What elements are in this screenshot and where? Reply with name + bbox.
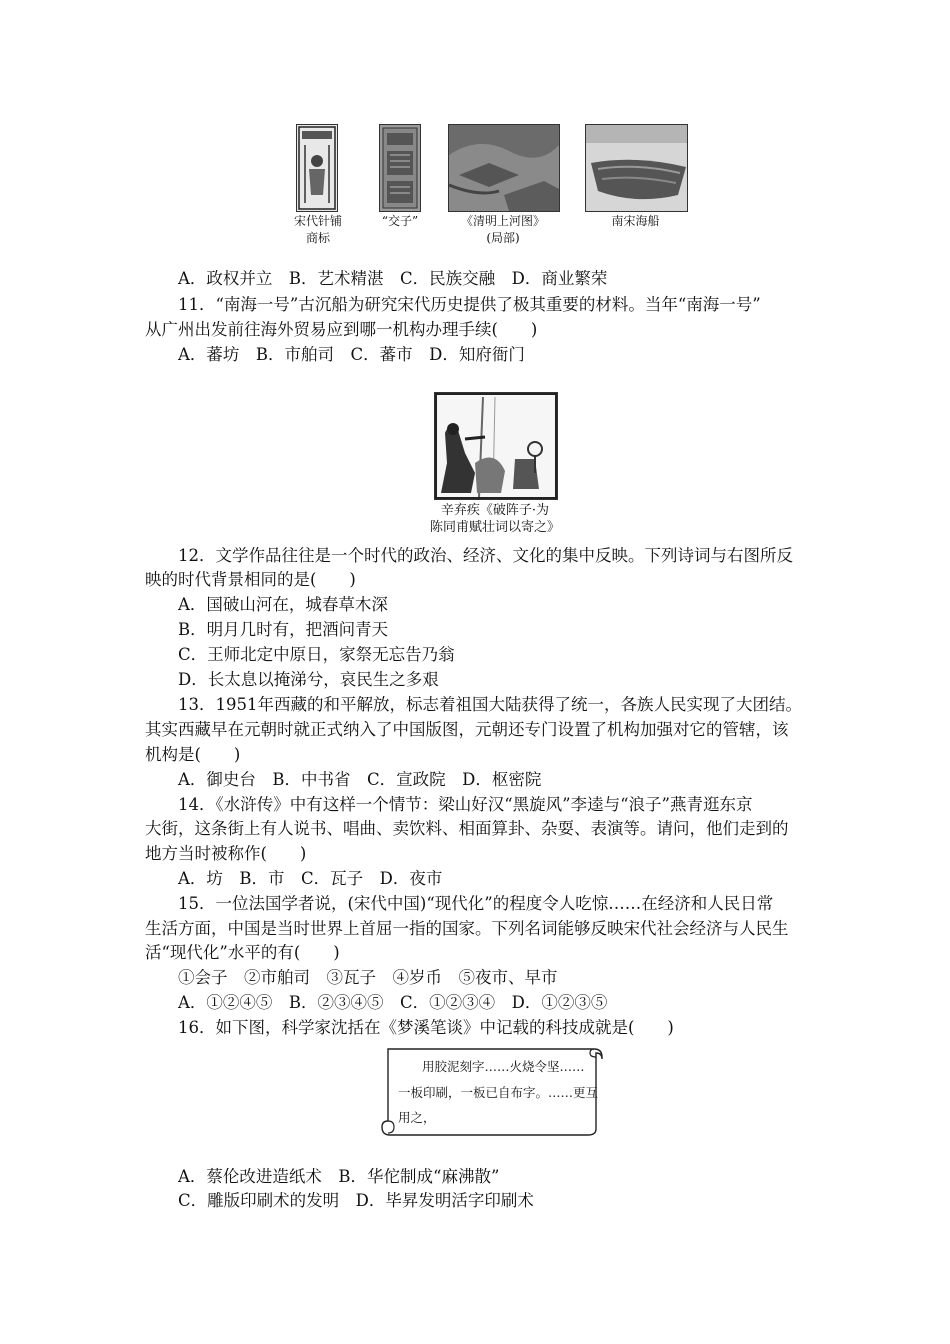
- caption-qingming-2: (局部): [486, 231, 520, 245]
- painting-illustration: [449, 125, 559, 211]
- scroll-text-line-1: 用胶泥刻字……火烧令坚……: [422, 1059, 585, 1074]
- needle-shop-trademark-image: [296, 124, 338, 212]
- q12-stem-line-2: 映的时代背景相同的是( ): [145, 570, 356, 589]
- scroll-text-line-2: 一板印刷，一板已自布字。……更互: [398, 1085, 599, 1100]
- q12-option-b: B．明月几时有，把酒问青天: [178, 620, 389, 639]
- q15-stem-line-3: 活“现代化”水平的有( ): [145, 943, 340, 962]
- q13-stem-line-3: 机构是( ): [145, 745, 241, 764]
- q16-stem: 16．如下图，科学家沈括在《梦溪笔谈》中记载的科技成就是( ): [178, 1018, 674, 1037]
- q14-options: A．坊 B．市 C．瓦子 D．夜市: [178, 869, 443, 888]
- caption-xin-qiji-1: 辛弃疾《破阵子·为: [440, 503, 550, 518]
- q12-option-a: A．国破山河在，城春草木深: [178, 595, 388, 614]
- q15-stem-line-1: 15．一位法国学者说，(宋代中国)“现代化”的程度令人吃惊……在经济和人民日常: [178, 894, 774, 913]
- warrior-illustration: [435, 393, 557, 499]
- q16-option-cd: C．雕版印刷术的发明 D．毕昇发明活字印刷术: [178, 1191, 534, 1210]
- caption-needle-shop-2: 商标: [305, 231, 330, 245]
- q13-options: A．御史台 B．中书省 C．宣政院 D．枢密院: [178, 770, 542, 789]
- qingming-painting-image: [448, 124, 560, 212]
- scroll-text-line-3: 用之，: [398, 1110, 436, 1125]
- q12-option-d: D．长太息以掩涕兮，哀民生之多艰: [178, 670, 439, 689]
- q16-option-ab: A．蔡伦改进造纸术 B．华佗制成“麻沸散”: [178, 1167, 500, 1186]
- caption-xin-qiji-2: 陈同甫赋壮词以寄之》: [429, 520, 560, 535]
- caption-jiaozi: “交子”: [381, 214, 419, 228]
- trademark-illustration: [297, 125, 337, 211]
- q11-stem-line-1: 11．“南海一号”古沉船为研究宋代历史提供了极其重要的材料。当年“南海一号”: [178, 295, 761, 314]
- ship-illustration: [586, 125, 687, 211]
- q14-stem-line-3: 地方当时被称作( ): [145, 844, 307, 863]
- q13-stem-line-2: 其实西藏早在元朝时就正式纳入了中国版图，元朝还专门设置了机构加强对它的管辖，该: [145, 720, 789, 739]
- q13-stem-line-1: 13．1951年西藏的和平解放，标志着祖国大陆获得了统一，各族人民实现了大团结。: [178, 695, 802, 714]
- q15-items: ①会子 ②市舶司 ③瓦子 ④岁币 ⑤夜市、早市: [178, 968, 558, 987]
- q12-option-c: C．王师北定中原日，家祭无忘告乃翁: [178, 645, 455, 664]
- jiaozi-banknote-image: [379, 124, 421, 212]
- mengxi-bitan-scroll: [380, 1043, 604, 1137]
- q15-options: A．①②④⑤ B．②③④⑤ C．①②③④ D．①②③⑤: [178, 993, 608, 1012]
- caption-qingming-1: 《清明上河图》: [460, 214, 545, 228]
- southern-song-ship-image: [585, 124, 688, 212]
- q12-stem-line-1: 12．文学作品往往是一个时代的政治、经济、文化的集中反映。下列诗词与右图所反: [178, 546, 793, 565]
- jiaozi-illustration: [380, 125, 420, 211]
- q14-stem-line-1: 14．《水浒传》中有这样一个情节：梁山好汉“黑旋风”李逵与“浪子”燕青逛东京: [178, 795, 753, 814]
- caption-ship: 南宋海船: [611, 214, 660, 228]
- q14-stem-line-2: 大街，这条街上有人说书、唱曲、卖饮料、相面算卦、杂耍、表演等。请问，他们走到的: [145, 819, 789, 838]
- caption-needle-shop-1: 宋代针铺: [293, 214, 342, 228]
- q15-stem-line-2: 生活方面，中国是当时世界上首屈一指的国家。下列名词能够反映宋代社会经济与人民生: [145, 919, 789, 938]
- q10-options: A．政权并立 B．艺术精湛 C．民族交融 D．商业繁荣: [178, 269, 608, 288]
- q11-options: A．蕃坊 B．市舶司 C．蕃市 D．知府衙门: [178, 345, 525, 364]
- xin-qiji-illustration-image: [434, 392, 558, 500]
- q11-stem-line-2: 从广州出发前往海外贸易应到哪一机构办理手续( ): [145, 320, 538, 339]
